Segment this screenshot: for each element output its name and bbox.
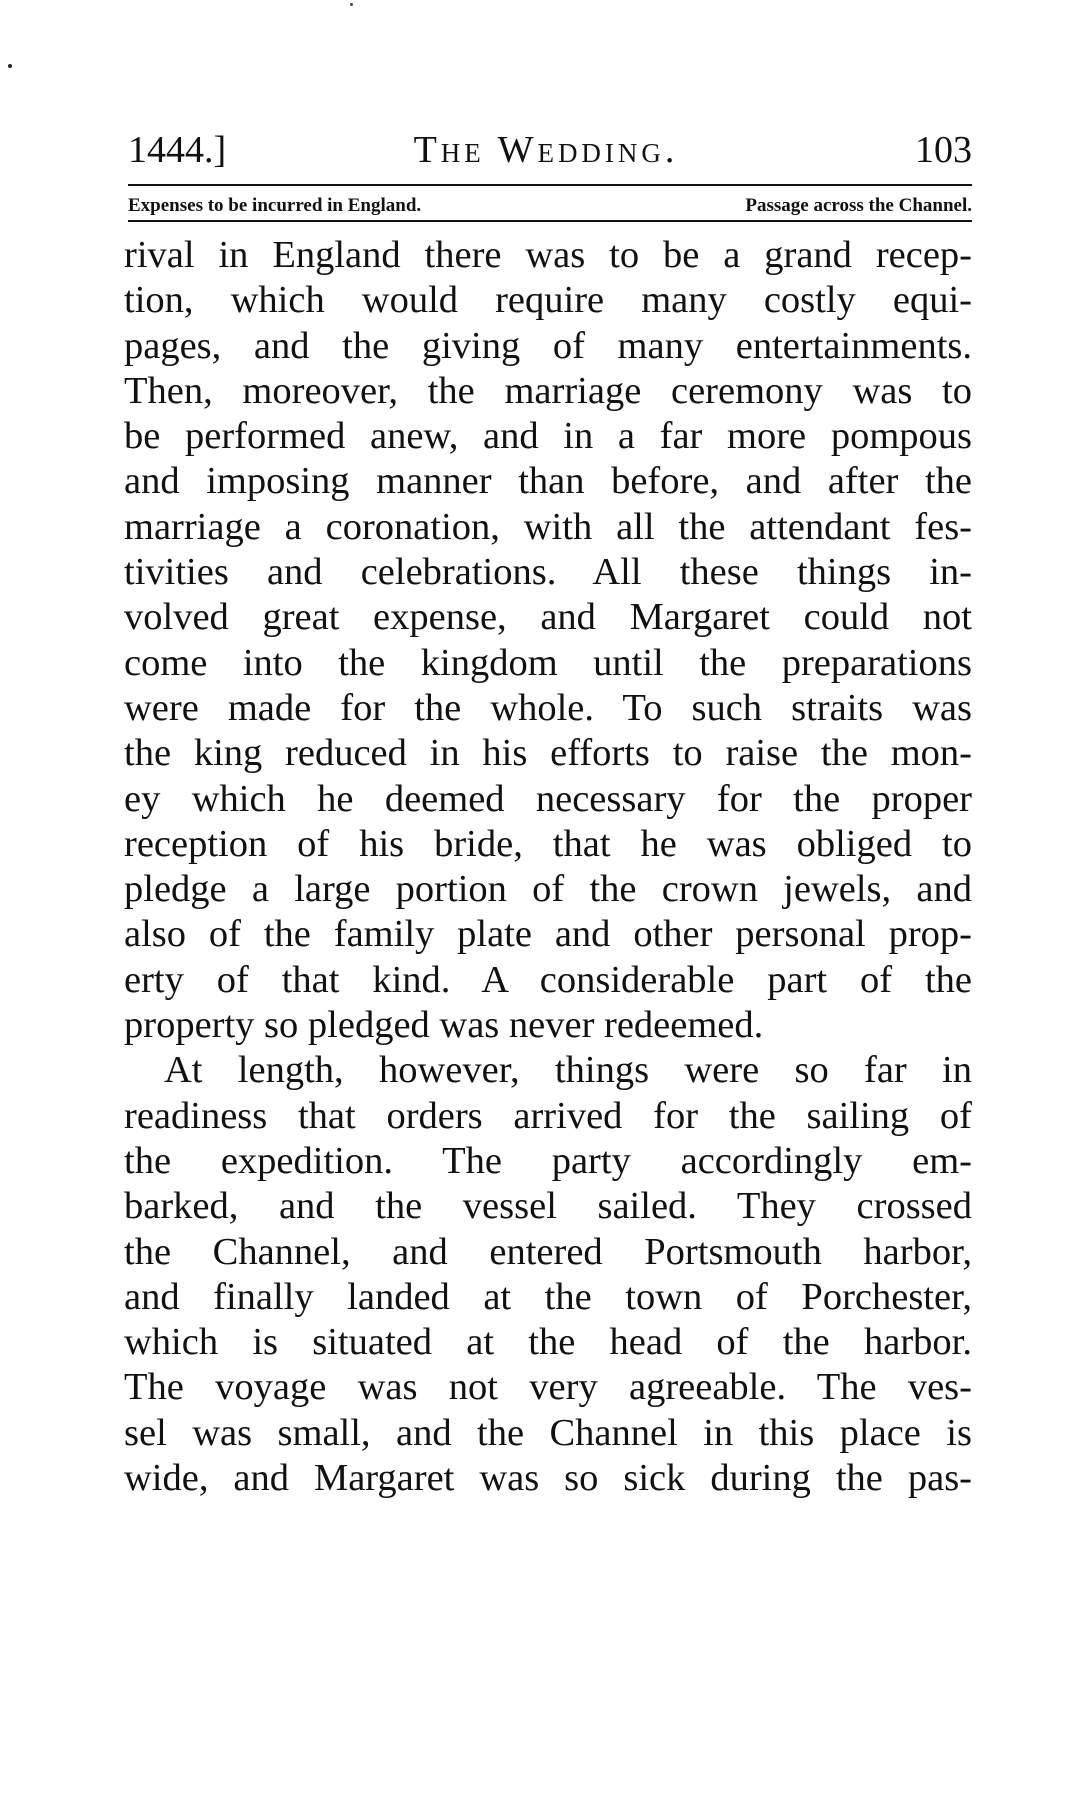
text-line: come into the kingdom until the preparations <box>124 641 972 684</box>
text-line: were made for the whole. To such straits was <box>124 686 972 729</box>
text-line: and finally landed at the town of Porchester, <box>124 1275 972 1318</box>
side-headings <box>120 186 972 220</box>
paragraph-2 <box>120 1048 972 1501</box>
text-line: pledge a large portion of the crown jewels, and <box>124 868 972 911</box>
text-line: The voyage was not very agreeable. The ves- <box>124 1366 972 1409</box>
running-head-year: 1444.] <box>128 129 227 171</box>
text-line: wide, and Margaret was so sick during the pas- <box>124 1457 972 1500</box>
text-line: property so pledged was never redeemed. <box>124 1004 764 1047</box>
text-line: marriage a coronation, with all the attendant fes- <box>124 505 972 548</box>
book-page <box>120 118 972 1501</box>
text-line: erty of that kind. A considerable part of the <box>124 958 972 1001</box>
page-number: 103 <box>915 129 972 171</box>
text-line: Then, moreover, the marriage ceremony was to <box>124 369 972 412</box>
text-line: At length, however, things were so far in <box>164 1049 972 1092</box>
text-line: ey which he deemed necessary for the proper <box>124 777 972 820</box>
side-heading-left: Expenses to be incurred in England. <box>128 195 422 216</box>
scan-speck <box>350 3 353 6</box>
side-heading-right: Passage across the Channel. <box>745 195 972 216</box>
text-line: and imposing manner than before, and after the <box>124 460 972 503</box>
text-line: tion, which would require many costly equi- <box>124 279 972 322</box>
text-line: rival in England there was to be a grand recep- <box>124 234 972 276</box>
text-line: the expedition. The party accordingly em- <box>124 1139 972 1182</box>
running-head <box>120 118 972 170</box>
text-line: sel was small, and the Channel in this place is <box>124 1411 972 1454</box>
body-text <box>120 233 972 1501</box>
text-line: be performed anew, and in a far more pompous <box>124 415 972 458</box>
text-line: volved great expense, and Margaret could not <box>124 596 972 639</box>
text-line: the king reduced in his efforts to raise the mon- <box>124 732 972 775</box>
text-line: also of the family plate and other personal prop- <box>124 913 972 956</box>
text-line: reception of his bride, that he was obliged to <box>124 822 972 865</box>
text-line: readiness that orders arrived for the sailing of <box>124 1094 972 1137</box>
text-line: the Channel, and entered Portsmouth harbor, <box>124 1230 972 1273</box>
running-head-title: The Wedding. <box>413 129 679 171</box>
paragraph-1 <box>120 233 972 1048</box>
text-line: which is situated at the head of the harbor. <box>124 1321 972 1364</box>
text-line: pages, and the giving of many entertainments. <box>124 324 972 367</box>
text-line: barked, and the vessel sailed. They crossed <box>124 1185 972 1228</box>
text-line: tivities and celebrations. All these things in- <box>124 551 972 594</box>
scan-speck <box>8 64 12 68</box>
